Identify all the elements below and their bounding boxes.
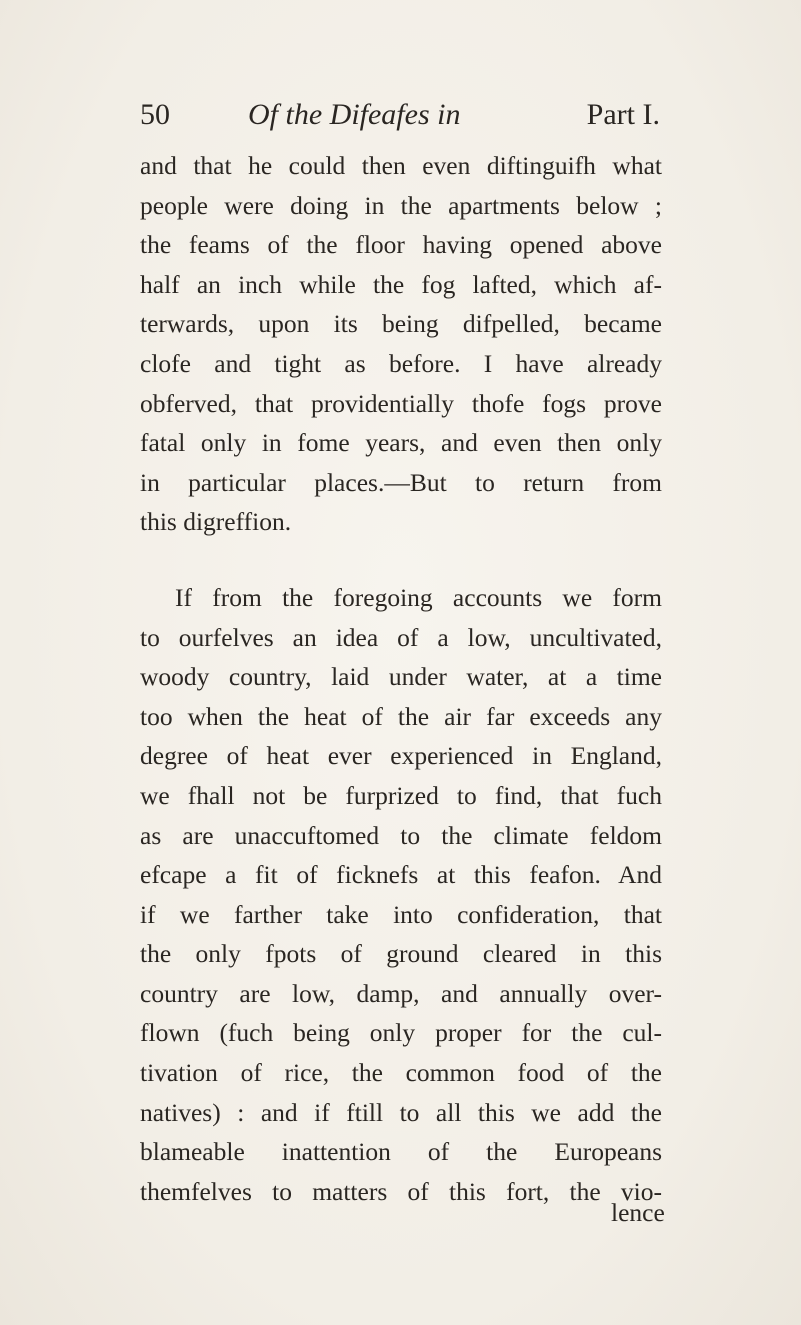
running-title: Of the Difeafes in [248,98,461,131]
text-line: to ourfelves an idea of a low, uncultivated, [140,622,662,652]
text-line: this digreffion. [140,507,292,537]
text-line: too when the heat of the air far exceeds any [140,701,662,731]
catchword: lence [611,1198,665,1227]
text-line: degree of heat ever experienced in England, [140,741,662,771]
text-line: natives) : and if ftill to all this we add the [140,1097,662,1127]
text-line: if we farther take into confideration, that [140,899,662,929]
text-line: clofe and tight as before. I have already [140,348,662,378]
text-line: in particular places.—But to return from [140,467,662,497]
text-line: the only fpots of ground cleared in this [140,939,662,969]
paragraph-2 [140,578,662,1212]
text-line: If from the foregoing accounts we form [175,582,662,612]
text-line: flown (fuch being only proper for the cul- [140,1018,662,1048]
text-line: half an inch while the fog lafted, which af- [140,269,662,299]
text-line: themfelves to matters of this fort, the vio- [140,1176,662,1206]
text-line: as are unaccuftomed to the climate feldom [140,820,662,850]
paragraph-gap [140,542,662,578]
text-line: blameable inattention of the Europeans [140,1137,662,1167]
paragraph-1 [140,146,662,542]
text-line: the feams of the floor having opened above [140,230,662,260]
part-label: Part I. [586,98,660,131]
text-line: tivation of rice, the common food of the [140,1058,662,1088]
text-line: terwards, upon its being difpelled, became [140,309,662,339]
text-line: we fhall not be furprized to find, that fuch [140,780,662,810]
text-line: people were doing in the apartments below ; [140,190,662,220]
page-number: 50 [140,98,170,131]
text-line: country are low, damp, and annually over- [140,978,662,1008]
text-line: obferved, that providentially thofe fogs prove [140,388,662,418]
text-line: woody country, laid under water, at a time [140,662,662,692]
text-line: and that he could then even diftinguifh what [140,151,662,180]
body-text [140,146,662,1211]
text-line: efcape a fit of ficknefs at this feafon. And [140,860,662,890]
text-line: fatal only in fome years, and even then only [140,428,662,458]
page-header [140,98,660,138]
